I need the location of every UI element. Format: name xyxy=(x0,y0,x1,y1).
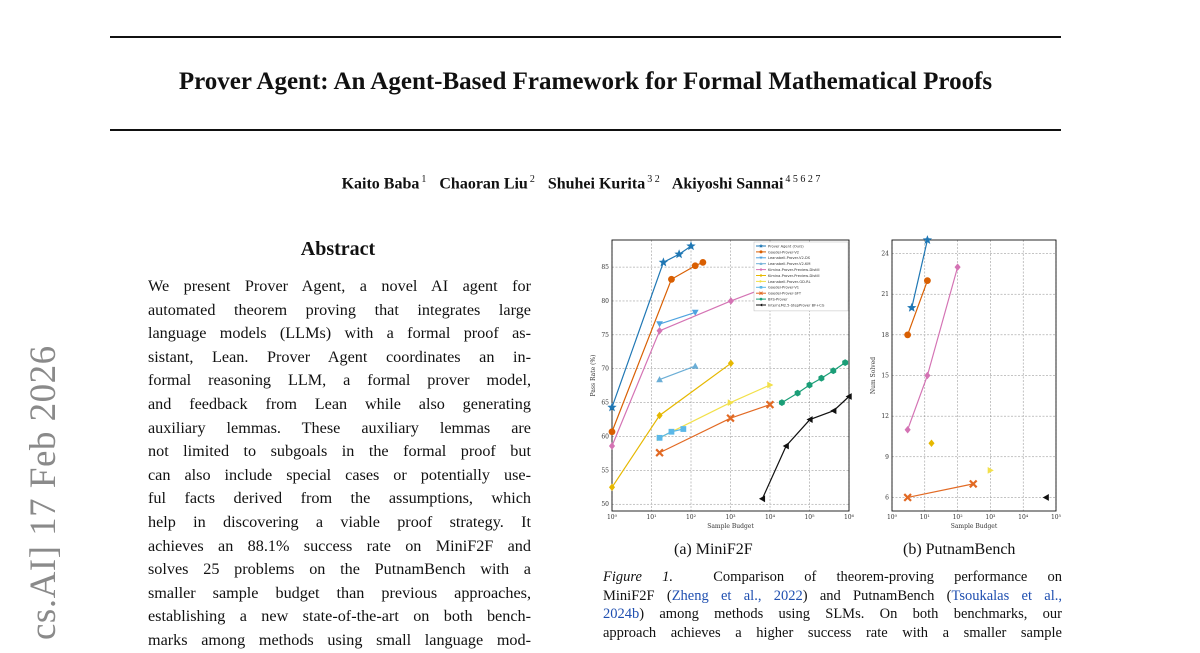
abstract-line: auxiliary lemmas. These auxiliary lemmas are xyxy=(148,418,531,437)
data-point xyxy=(692,262,699,269)
figure-label: Figure 1. xyxy=(603,569,673,585)
subcaption-minif2f: (a) MiniF2F xyxy=(674,541,753,558)
y-tick-label: 50 xyxy=(601,501,609,509)
caption-text: Comparison of theorem-proving performance on xyxy=(713,569,1062,585)
y-axis-label: Pass Rate (%) xyxy=(590,354,597,397)
x-tick-label: 10⁰ xyxy=(606,514,618,521)
x-tick-label: 10⁶ xyxy=(843,514,855,521)
y-tick-label: 18 xyxy=(881,331,889,339)
author-name: Shuhei Kurita xyxy=(547,175,646,193)
y-tick-label: 9 xyxy=(885,453,889,461)
y-tick-label: 12 xyxy=(881,413,889,421)
caption-text: ) among methods using SLMs. On both benchmarks, our xyxy=(639,606,1062,622)
top-rule xyxy=(110,36,1061,38)
y-tick-label: 80 xyxy=(601,297,609,305)
caption-text: ) and PutnamBench ( xyxy=(802,587,952,604)
author-affiliation: 2 xyxy=(529,174,535,185)
data-point xyxy=(904,331,911,338)
legend-entry: Goedel-Prover-V1 xyxy=(768,285,800,290)
abstract-line: marks among methods using small language mod- xyxy=(148,630,531,649)
citation-link[interactable]: Tsoukalas et al., xyxy=(951,587,1062,604)
paper-title: Prover Agent: An Agent-Based Framework for Formal Mathematical Proofs xyxy=(178,68,993,95)
abstract-line: ful facts derived from the assumptions, which xyxy=(148,489,531,508)
x-tick-label: 10² xyxy=(952,514,963,521)
legend-entry: BFS-Prover xyxy=(768,297,788,302)
abstract-line: help in discovering a viable proof strategy. It xyxy=(148,512,531,531)
arxiv-stamp: cs.AI] 17 Feb 2026 xyxy=(23,345,64,640)
legend-entry: Leanabell-Prover-GD-RL xyxy=(768,279,811,284)
abstract-heading: Abstract xyxy=(300,238,376,260)
legend-entry: Goedel-Prover-V2 xyxy=(768,250,800,255)
caption-text: MiniF2F ( xyxy=(603,587,672,604)
abstract-line: language models (LLMs) with a formal proof as- xyxy=(148,324,531,343)
legend-swatch-marker xyxy=(759,250,762,253)
subcaption-putnambench: (b) PutnamBench xyxy=(903,541,1016,558)
x-tick-label: 10³ xyxy=(725,514,736,521)
y-tick-label: 85 xyxy=(601,264,609,272)
x-axis-label: Sample Budget xyxy=(707,523,754,530)
abstract-line: can also include special cases or potentially use- xyxy=(148,465,531,484)
author-name: Akiyoshi Sannai xyxy=(671,175,784,193)
abstract-line: and feedback from Lean while also generating xyxy=(148,394,531,413)
author-list xyxy=(110,174,1061,193)
y-tick-label: 55 xyxy=(601,467,609,475)
author-name: Chaoran Liu xyxy=(439,175,528,193)
y-tick-label: 24 xyxy=(881,250,889,258)
author-name: Kaito Baba xyxy=(341,175,420,193)
x-tick-label: 10³ xyxy=(985,514,996,521)
legend-entry: InternLM2.5-StepProver BF+CG xyxy=(768,303,825,308)
y-axis-label: Num Solved xyxy=(870,356,877,395)
legend-entry: Leanabell-Prover-V2-KM xyxy=(768,262,811,267)
x-tick-label: 10⁴ xyxy=(1018,514,1029,521)
abstract-line: We present Prover Agent, a novel AI agent for xyxy=(148,277,531,295)
y-tick-label: 60 xyxy=(601,433,609,441)
x-tick-label: 10⁴ xyxy=(764,514,776,521)
caption-text: approach achieves a higher success rate with a smaller sample xyxy=(603,624,1062,641)
citation-link[interactable]: Zheng et al., 2022 xyxy=(671,587,803,604)
abstract-body xyxy=(148,275,531,653)
x-axis-label: Sample Budget xyxy=(950,523,998,530)
legend-entry: Kimina-Prover-Preview-Distill xyxy=(768,273,820,278)
abstract-line: establishing a new state-of-the-art on both bench- xyxy=(148,607,531,626)
x-tick-label: 10¹ xyxy=(919,514,930,521)
x-tick-label: 10⁵ xyxy=(1050,514,1062,521)
x-tick-label: 10⁰ xyxy=(886,514,898,521)
y-tick-label: 65 xyxy=(601,399,609,407)
abstract-line: smaller sample budget than previous approaches, xyxy=(148,583,531,602)
y-tick-label: 15 xyxy=(881,372,889,380)
abstract-line: solves 25 problems on the PutnamBench with a xyxy=(148,560,531,579)
x-tick-label: 10² xyxy=(685,514,697,521)
y-tick-label: 6 xyxy=(885,494,889,502)
figure-1-charts xyxy=(570,232,1060,532)
data-point xyxy=(924,277,931,284)
abstract-line: achieves an 88.1% success rate on MiniF2F and xyxy=(148,536,531,555)
y-tick-label: 70 xyxy=(601,365,609,373)
abstract-line: automated theorem proving that integrates large xyxy=(148,300,531,319)
legend-swatch-marker xyxy=(760,286,763,289)
title-bottom-rule xyxy=(110,129,1061,131)
x-tick-label: 10⁵ xyxy=(804,514,815,521)
author-affiliation: 3 2 xyxy=(647,174,660,185)
data-point xyxy=(668,276,675,283)
legend-entry: Prover Agent (Ours) xyxy=(768,244,804,249)
author-affiliation: 1 xyxy=(421,174,427,185)
data-point xyxy=(657,435,663,441)
abstract-line: sistant, Lean. Prover Agent coordinates an in- xyxy=(148,347,531,366)
data-point xyxy=(680,426,686,432)
citation-link[interactable]: 2024b xyxy=(603,606,640,622)
x-tick-label: 10¹ xyxy=(646,514,657,521)
legend-entry: Leanabell-Prover-V2-DS xyxy=(768,256,811,261)
data-point xyxy=(699,259,706,266)
figure-caption xyxy=(603,568,1062,642)
y-tick-label: 75 xyxy=(601,331,609,339)
legend-entry: Kimina-Prover-Preview-Distill xyxy=(768,268,820,272)
data-point xyxy=(669,429,675,435)
abstract-line: not limited to subgoals in the formal proof but xyxy=(148,442,531,461)
legend-entry: Goedel-Prover-SFT xyxy=(768,291,802,296)
data-point xyxy=(609,428,616,435)
abstract-line: formal reasoning LLM, a formal prover model, xyxy=(148,371,531,390)
y-tick-label: 21 xyxy=(881,291,889,299)
author-affiliation: 4 5 6 2 7 xyxy=(785,174,821,185)
